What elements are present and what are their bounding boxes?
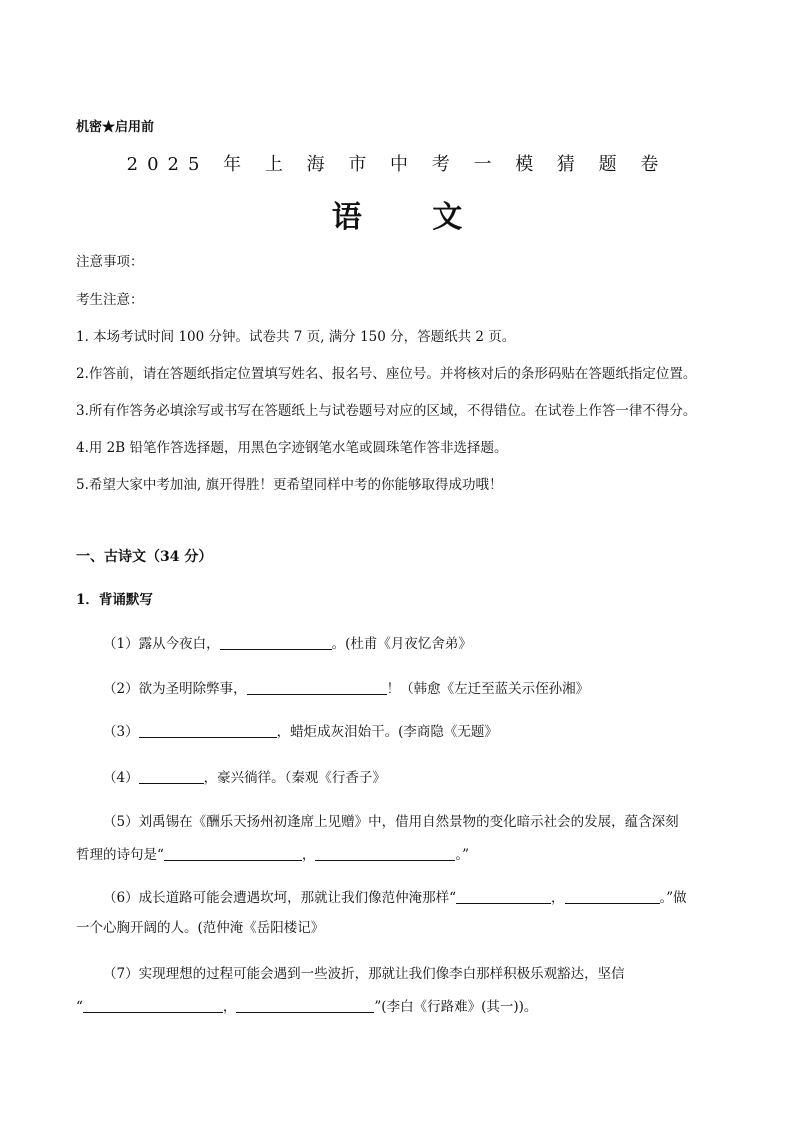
section-title: 一、古诗文（34 分）	[76, 549, 213, 565]
question-1	[103, 632, 472, 652]
q6-separator: ，	[551, 890, 565, 906]
question-4	[103, 766, 386, 786]
question-7-line2	[76, 995, 537, 1015]
q4-label: （4）	[103, 770, 139, 786]
answer-blank[interactable]	[315, 846, 455, 861]
note-item: 4.用 2B 铅笔作答选择题，用黑色字迹钢笔水笔或圆珠笔作答非选择题。	[76, 440, 508, 456]
q5-end: 。”	[455, 847, 470, 863]
question-3	[103, 720, 498, 740]
q3-source: ，蜡炬成灰泪始干。(李商隐《无题》	[276, 724, 498, 740]
q1-source: 。(杜甫《月夜忆舍弟》	[331, 636, 472, 652]
q3-label: （3）	[103, 724, 139, 740]
question-6-line2: 一个心胸开阔的人。(范仲淹《岳阳楼记》	[76, 920, 325, 936]
answer-blank[interactable]	[139, 723, 277, 738]
answer-blank[interactable]	[565, 889, 660, 904]
note-item: 3.所有作答务必填涂写或书写在答题纸上与试卷题号对应的区域，不得错位。在试卷上作答一律不得分。	[76, 403, 697, 419]
note-item: 2.作答前，请在答题纸指定位置填写姓名、报名号、座位号。并将核对后的条形码贴在答题纸指定位置。	[76, 366, 697, 382]
question-2	[103, 677, 589, 697]
answer-blank[interactable]	[236, 998, 374, 1013]
q5-separator: ，	[301, 847, 316, 863]
q4-source: ，豪兴徜徉。（秦观《行香子》	[203, 770, 386, 786]
answer-blank[interactable]	[164, 846, 302, 861]
notes-heading: 注意事项：	[76, 254, 144, 270]
confidential-label: 机密★启用前	[76, 120, 155, 135]
q2-source: ！（韩愈《左迁至蓝关示侄孙湘》	[386, 681, 590, 697]
answer-blank[interactable]	[139, 769, 204, 784]
question-5-line1: （5）刘禹锡在《酬乐天扬州初逢席上见赠》中，借用自然景物的变化暗示社会的发展，蕴含深刻	[103, 814, 679, 830]
question-5-line2	[76, 843, 469, 863]
note-item: 1. 本场考试时间 100 分钟。试卷共 7 页, 满分 150 分，答题纸共 2 页。	[76, 329, 516, 345]
answer-blank[interactable]	[456, 889, 551, 904]
q7-separator: ，	[222, 999, 237, 1015]
note-item: 5.希望大家中考加油, 旗开得胜！更希望同样中考的你能够取得成功哦！	[76, 477, 503, 493]
q7-source: ”(李白《行路难》(其一))。	[374, 999, 538, 1015]
exam-title: 2025 年 上 海 市 中 考 一 模 猜 题 卷	[126, 154, 668, 175]
answer-blank[interactable]	[220, 635, 332, 650]
q7-quote-open: “	[76, 999, 83, 1015]
question-title: 1．背诵默写	[76, 592, 153, 608]
subject-title: 语 文	[331, 200, 493, 235]
q1-text: （1）露从今夜白，	[103, 636, 220, 652]
answer-blank[interactable]	[83, 998, 223, 1013]
candidate-notes-heading: 考生注意：	[76, 292, 144, 308]
q6-end: 。”做	[659, 890, 687, 906]
answer-blank[interactable]	[247, 680, 387, 695]
question-6-line1	[103, 886, 687, 906]
question-7-line1: （7）实现理想的过程可能会遇到一些波折，那就让我们像李白那样积极乐观豁达，坚信	[103, 966, 625, 982]
q2-text: （2）欲为圣明除弊事，	[103, 681, 247, 697]
q6-text: （6）成长道路可能会遭遇坎坷，那就让我们像范仲淹那样“	[103, 890, 456, 906]
q5-text: 哲理的诗句是“	[76, 847, 164, 863]
